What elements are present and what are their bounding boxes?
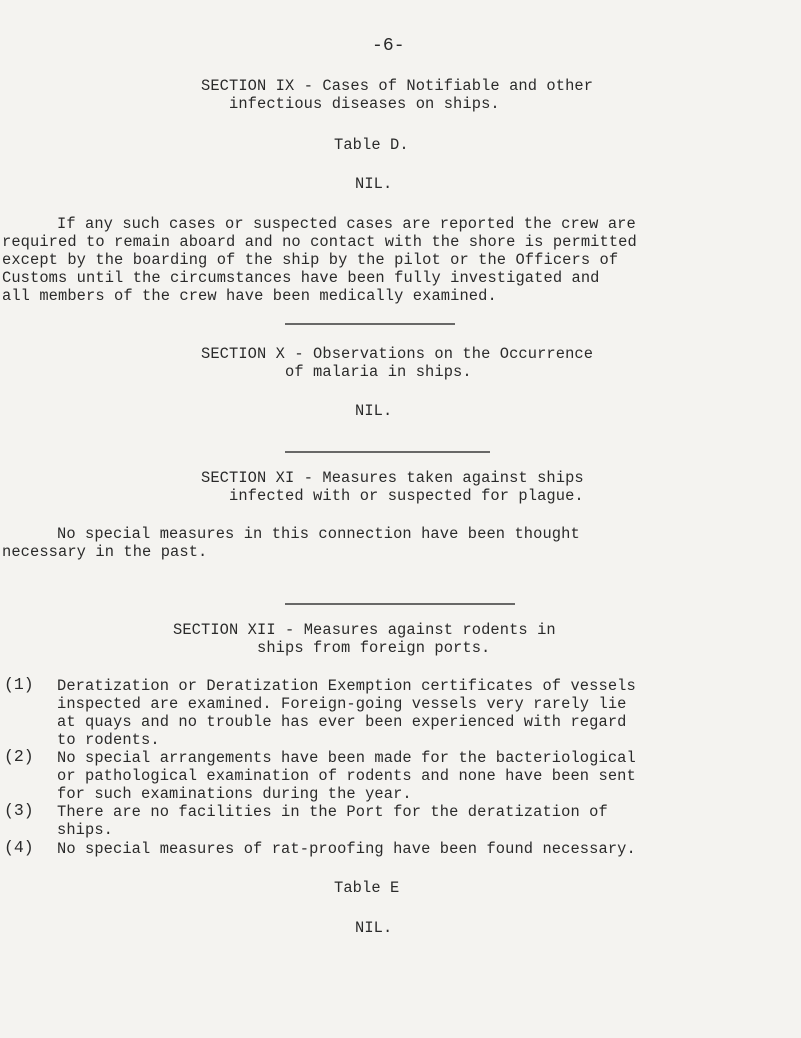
divider-rule [285, 603, 515, 605]
section-xi-para-line1: No special measures in this connection have been thought [57, 525, 580, 543]
section-ix-para-line1: If any such cases or suspected cases are reported the crew are [57, 215, 636, 233]
section-ix-para-line5: all members of the crew have been medically examined. [2, 287, 497, 305]
item-1-line3: at quays and no trouble has ever been experienced with regard [57, 713, 627, 731]
item-2-line3: for such examinations during the year. [57, 785, 412, 803]
table-d-value: NIL. [355, 175, 393, 193]
item-number: (2) [4, 747, 34, 766]
section-xi-title-line1: SECTION XI - Measures taken against ships [201, 469, 584, 487]
item-2-line1: No special arrangements have been made for the bacteriological [57, 749, 636, 767]
section-ix-para-line4: Customs until the circumstances have been fully investigated and [2, 269, 600, 287]
table-d-label: Table D. [334, 136, 409, 154]
item-number: (1) [4, 675, 34, 694]
section-xii-title-line1: SECTION XII - Measures against rodents in [173, 621, 556, 639]
item-1-line1: Deratization or Deratization Exemption certificates of vessels [57, 677, 636, 695]
item-3-line1: There are no facilities in the Port for the deratization of [57, 803, 608, 821]
section-ix-title-line2: infectious diseases on ships. [229, 95, 500, 113]
item-number: (4) [4, 838, 34, 857]
item-1-line2: inspected are examined. Foreign-going vessels very rarely lie [57, 695, 627, 713]
divider-rule [285, 323, 455, 325]
item-1-line4: to rodents. [57, 731, 160, 749]
section-x-value: NIL. [355, 402, 393, 420]
section-ix-para-line2: required to remain aboard and no contact with the shore is permitted [2, 233, 637, 251]
item-number: (3) [4, 801, 34, 820]
section-xi-title-line2: infected with or suspected for plague. [229, 487, 584, 505]
table-e-label: Table E [334, 879, 400, 897]
section-xi-para-line2: necessary in the past. [2, 543, 208, 561]
page-number: -6- [372, 36, 405, 56]
section-ix-title-line1: SECTION IX - Cases of Notifiable and other [201, 77, 594, 95]
item-4-line1: No special measures of rat-proofing have been found necessary. [57, 840, 636, 858]
item-2-line2: or pathological examination of rodents and none have been sent [57, 767, 636, 785]
section-x-title-line1: SECTION X - Observations on the Occurrence [201, 345, 594, 363]
item-3-line2: ships. [57, 821, 114, 839]
divider-rule [285, 451, 490, 453]
table-e-value: NIL. [355, 919, 393, 937]
section-ix-para-line3: except by the boarding of the ship by the pilot or the Officers of [2, 251, 619, 269]
section-xii-title-line2: ships from foreign ports. [257, 639, 491, 657]
section-x-title-line2: of malaria in ships. [285, 363, 472, 381]
